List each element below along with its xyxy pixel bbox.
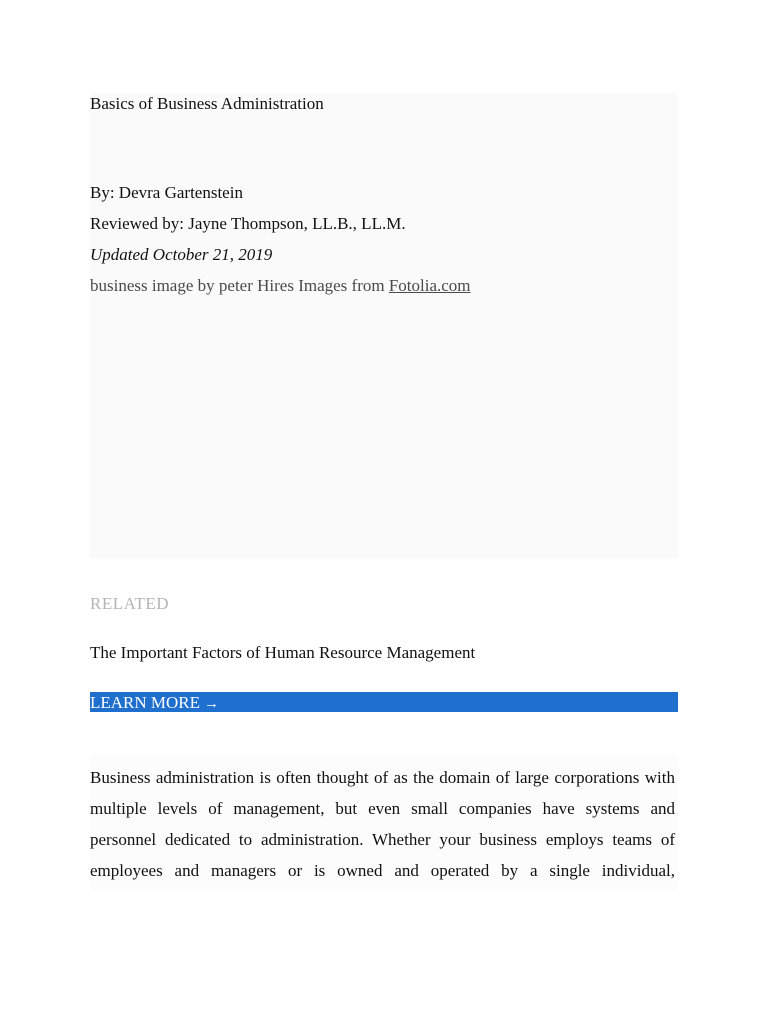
related-label: RELATED — [90, 594, 170, 613]
article-body-paragraph: Business administration is often thought of as the domain of large corporations with multiple levels of management, but even small companies have systems and personnel dedicated to administration. Whether your business employs teams of employees and managers or is owned and operated by a single individual, — [90, 768, 675, 880]
image-credit-text: business image by peter Hires Images from — [90, 276, 389, 295]
reviewer-line: Reviewed by: Jayne Thompson, LL.B., LL.M. — [90, 214, 406, 233]
arrow-right-icon: → — [204, 696, 220, 712]
learn-more-button[interactable] — [90, 692, 678, 712]
image-credit-link[interactable]: Fotolia.com — [388, 276, 471, 295]
image-credit — [90, 275, 471, 297]
author-byline: By: Devra Gartenstein — [90, 183, 243, 202]
article-header-panel — [90, 93, 678, 558]
updated-date: Updated October 21, 2019 — [90, 245, 273, 264]
article-title: Basics of Business Administration — [90, 94, 324, 113]
related-article-link[interactable]: The Important Factors of Human Resource Management — [90, 643, 476, 662]
learn-more-label: LEARN MORE — [90, 693, 201, 712]
